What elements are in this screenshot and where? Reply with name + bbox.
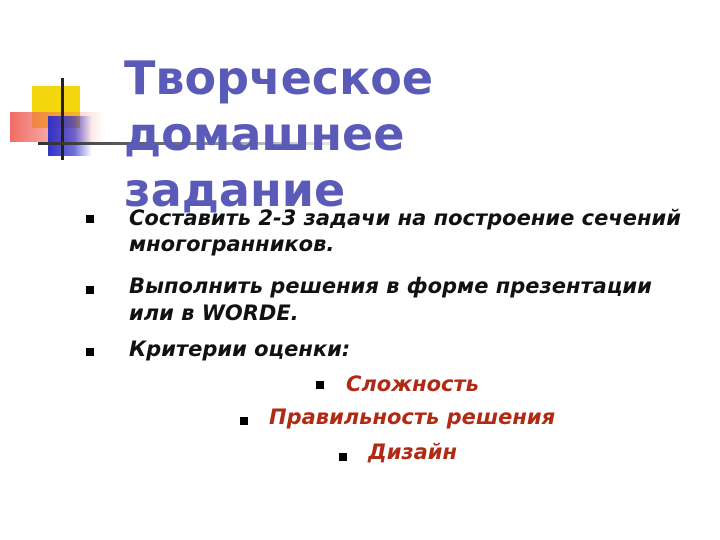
sub-bullet-2-text: Правильность решения xyxy=(269,405,556,429)
sub-bullet-marker xyxy=(240,417,248,425)
bullet-marker xyxy=(86,286,94,294)
bullet-3-line-1: Критерии оценки: xyxy=(129,337,351,361)
bullet-marker xyxy=(86,348,94,356)
bullet-marker xyxy=(86,215,94,223)
bullet-2-line-2: или в WORDE. xyxy=(129,301,299,325)
sub-bullet-1-text: Сложность xyxy=(346,372,479,396)
sub-bullet-3-text: Дизайн xyxy=(368,440,458,464)
slide-title-line-2: задание xyxy=(124,163,346,217)
slide-title-line-1: Творческое домашнее xyxy=(124,51,434,161)
bullet-1-line-1: Составить 2-3 задачи на построение сечений xyxy=(129,206,681,230)
bullet-2-line-1: Выполнить решения в форме презентации xyxy=(129,274,652,298)
sub-bullet-marker xyxy=(316,381,324,389)
bullet-1-line-2: многогранников. xyxy=(129,232,335,256)
sub-bullet-marker xyxy=(339,453,347,461)
